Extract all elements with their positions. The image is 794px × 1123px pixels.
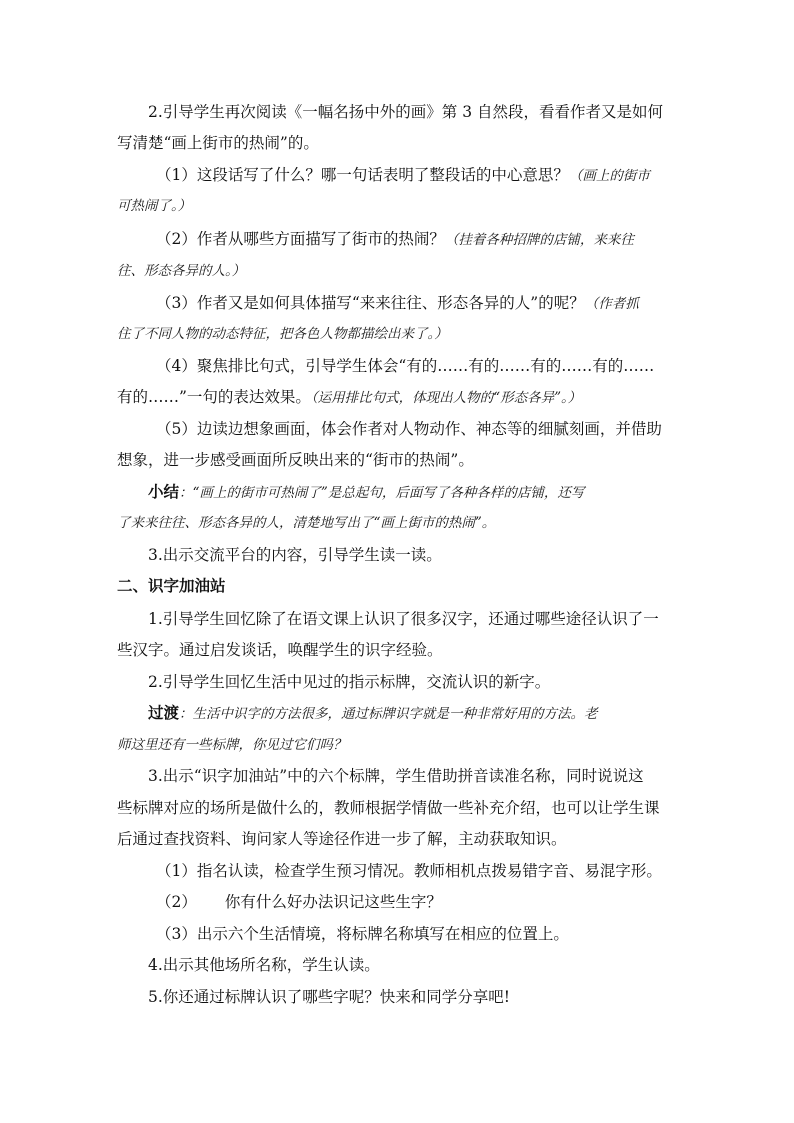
question-2-answer-cont: 往、形态各异的人。）	[117, 263, 246, 279]
question-4-line1: （4）聚焦排比句式，引导学生体会“有的……有的……有的……有的……	[156, 357, 655, 375]
question-4-line2	[117, 387, 581, 408]
question-2-text: （2）作者从哪些方面描写了街市的热闹？	[156, 230, 445, 248]
s2-step3-line1: 3.出示“识字加油站”中的六个标牌，学生借助拼音读准名称，同时说说这	[148, 767, 644, 785]
summary-label: 小结	[148, 482, 180, 501]
question-5-line2: 想象，进一步感受画面所反映出来的“街市的热闹”。	[117, 451, 474, 469]
step2-intro-line2: 写清楚“画上街市的热闹”的。	[117, 134, 319, 152]
transition-text: ：生活中识字的方法很多，通过标牌识字就是一种非常好用的方法。老	[179, 706, 598, 722]
summary-text: ：“画上的街市可热闹了”是总起句，后面写了各种各样的店铺，还写	[179, 485, 585, 501]
question-4-text: 有的……”一句的表达效果。	[117, 388, 311, 406]
question-4-answer: （运用排比句式，体现出人物的“形态各异”。）	[310, 390, 582, 406]
s2-step2: 2.引导学生回忆生活中见过的指示标牌，交流认识的新字。	[148, 673, 551, 691]
s2-step5: 5.你还通过标牌认识了哪些字呢？快来和同学分享吧!	[148, 988, 511, 1006]
summary	[148, 482, 584, 503]
sub-item-2	[156, 892, 442, 912]
s2-step3-line2: 些标牌对应的场所是做什么的，教师根据学情做一些补充介绍，也可以让学生课	[117, 799, 660, 817]
question-1	[156, 165, 650, 186]
question-3-answer-cont: 住了不同人物的动态特征，把各色人物都描绘出来了。）	[117, 326, 448, 342]
sub-item-1: （1）指名认读，检查学生预习情况。教师相机点拨易错字音、易混字形。	[156, 862, 662, 880]
s2-step3-line3: 后通过查找资料、询问家人等途径作进一步了解，主动获取知识。	[117, 830, 567, 848]
transition	[148, 703, 598, 724]
step2-intro-line1: 2.引导学生再次阅读《一幅名扬中外的画》第 3 自然段，看看作者又是如何	[148, 103, 664, 121]
s2-step4: 4.出示其他场所名称，学生认读。	[148, 956, 380, 974]
sub-item-2-text: 你有什么好办法识记这些生字？	[224, 893, 442, 911]
sub-item-2-number: （2）	[156, 893, 197, 911]
sub-item-3: （3）出示六个生活情境，将标牌名称填写在相应的位置上。	[156, 925, 569, 943]
transition-label: 过渡	[148, 703, 180, 722]
question-2-answer: （挂着各种招牌的店铺，来来往	[444, 232, 634, 248]
s2-step1-line1: 1.引导学生回忆除了在语文课上认识了很多汉字，还通过哪些途径认识了一	[148, 610, 659, 628]
summary-cont: 了来来往往、形态各异的人，清楚地写出了“画上街市的热闹”。	[117, 515, 496, 531]
question-5-line1: （5）边读边想象画面，体会作者对人物动作、神态等的细腻刻画，并借助	[156, 420, 662, 438]
question-3	[156, 293, 639, 314]
question-1-answer: （画上的街市	[568, 168, 650, 184]
question-3-text: （3）作者又是如何具体描写“来来往往、形态各异的人”的呢？	[156, 294, 585, 312]
section-heading: 二、识字加油站	[117, 576, 226, 595]
question-1-text: （1）这段话写了什么？哪一句话表明了整段话的中心意思？	[156, 166, 569, 184]
question-1-answer-cont: 可热闹了。）	[117, 198, 192, 214]
question-3-answer: （作者抓	[584, 296, 639, 312]
step3: 3.出示交流平台的内容，引导学生读一读。	[148, 546, 442, 564]
transition-cont: 师这里还有一些标牌，你见过它们吗？	[117, 737, 347, 753]
s2-step1-line2: 些汉字。通过启发谈话，唤醒学生的识字经验。	[117, 641, 443, 659]
question-2	[156, 229, 634, 250]
